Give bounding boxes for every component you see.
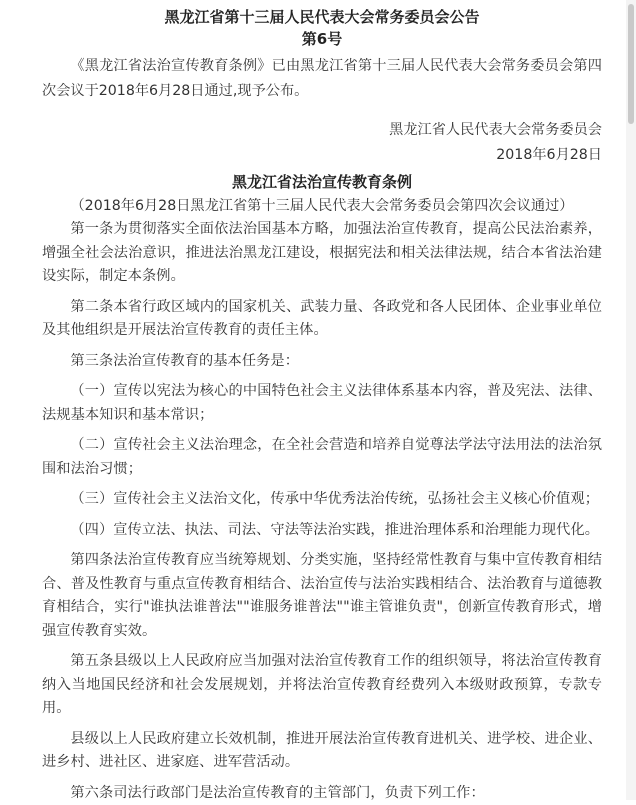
article-3-item-4: （四）宣传立法、执法、司法、守法等法治实践，推进治理体系和治理能力现代化。 xyxy=(42,519,602,543)
article-1: 第一条为贯彻落实全面依法治国基本方略，加强法治宣传教育，提高公民法治素养，增强全社会法治意识，推进法治黑龙江建设，根据宪法和相关法律法规，结合本省法治建设实际，制定本条例。 xyxy=(42,218,602,289)
article-5: 第五条县级以上人民政府应当加强对法治宣传教育工作的组织领导，将法治宣传教育纳入当地国民经济和社会发展规划，并将法治宣传教育经费列入本级财政预算，专款专用。 xyxy=(42,650,602,721)
article-6: 第六条司法行政部门是法治宣传教育的主管部门，负责下列工作： xyxy=(42,782,602,805)
regulation-body xyxy=(42,218,602,805)
regulation-title: 黑龙江省法治宣传教育条例 xyxy=(42,170,602,194)
regulation-pass-note: （2018年6月28日黑龙江省第十三届人民代表大会常务委员会第四次会议通过） xyxy=(42,194,602,218)
announcement-title: 黑龙江省第十三届人民代表大会常务委员会公告 xyxy=(42,6,602,28)
spacer xyxy=(42,104,602,118)
scrollbar-thumb[interactable] xyxy=(628,4,634,124)
article-4: 第四条法治宣传教育应当统筹规划、分类实施，坚持经常性教育与集中宣传教育相结合、普及性教育与重点宣传教育相结合、法治宣传与法治实践相结合、法治教育与道德教育相结合，实行"谁执法谁普法""谁服务谁普法""谁主管谁负责"，创新宣传教育形式，增强宣传教育实效。 xyxy=(42,549,602,643)
article-3-item-3: （三）宣传社会主义法治文化，传承中华优秀法治传统，弘扬社会主义核心价值观； xyxy=(42,488,602,512)
announcement-text: 《黑龙江省法治宣传教育条例》已由黑龙江省第十三届人民代表大会常务委员会第四次会议于2018年6月28日通过,现予公布。 xyxy=(42,54,602,104)
article-3: 第三条法治宣传教育的基本任务是： xyxy=(42,350,602,374)
article-5-paragraph-2: 县级以上人民政府建立长效机制，推进开展法治宣传教育进机关、进学校、进企业、进乡村、进社区、进家庭、进军营活动。 xyxy=(42,728,602,775)
issuer-name: 黑龙江省人民代表大会常务委员会 xyxy=(42,118,602,143)
article-2: 第二条本省行政区域内的国家机关、武装力量、各政党和各人民团体、企业事业单位及其他组织是开展法治宣传教育的责任主体。 xyxy=(42,296,602,343)
issue-date: 2018年6月28日 xyxy=(42,143,602,168)
announcement-number: 第6号 xyxy=(42,28,602,50)
vertical-scrollbar[interactable] xyxy=(626,0,636,800)
article-3-item-2: （二）宣传社会主义法治理念，在全社会营造和培养自觉尊法学法守法用法的法治氛围和法治习惯； xyxy=(42,434,602,481)
article-3-item-1: （一）宣传以宪法为核心的中国特色社会主义法律体系基本内容，普及宪法、法律、法规基本知识和基本常识； xyxy=(42,380,602,427)
